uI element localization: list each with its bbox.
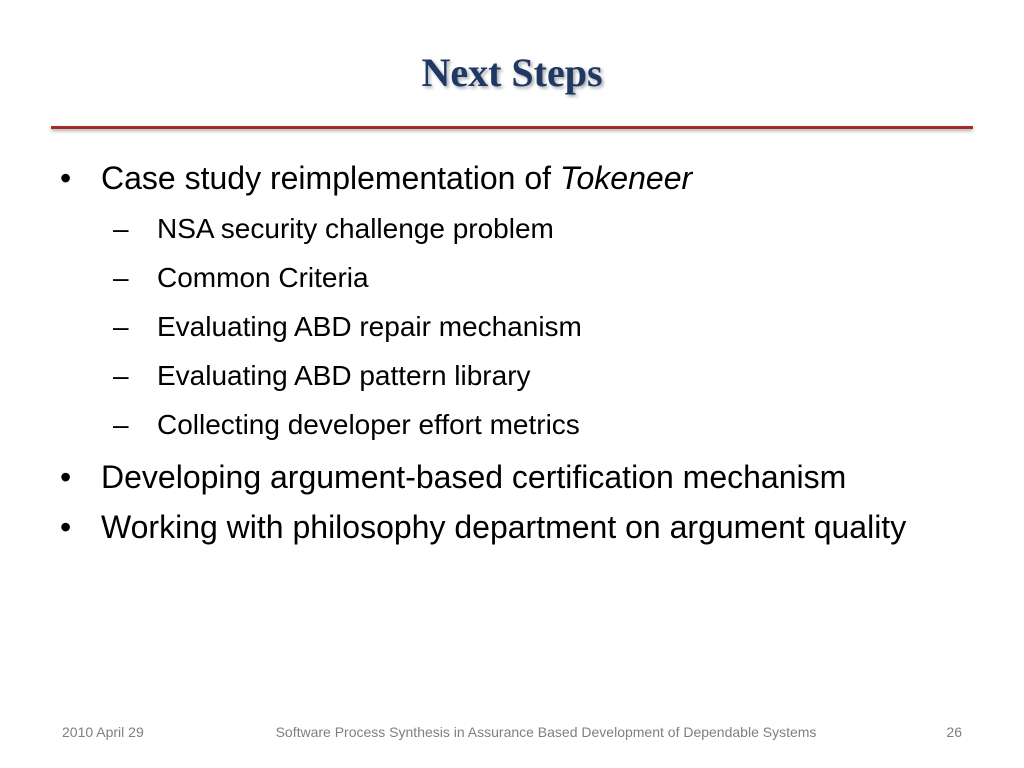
slide-title: Next Steps: [421, 50, 603, 95]
sub-bullet-text: Evaluating ABD repair mechanism: [157, 311, 582, 342]
dash-icon: –: [113, 262, 129, 293]
bullet-text: [101, 156, 960, 200]
bullet-icon: •: [60, 459, 72, 495]
dash-icon: –: [113, 213, 129, 244]
bullet-item: [60, 505, 960, 549]
sub-bullet-text: Collecting developer effort metrics: [157, 409, 580, 440]
bullet-text-emphasis: Tokeneer: [559, 160, 693, 196]
sub-bullet-text: NSA security challenge problem: [157, 213, 554, 244]
bullet-list: [60, 156, 960, 549]
dash-icon: –: [113, 409, 129, 440]
bullet-icon: •: [60, 509, 72, 545]
bullet-icon: •: [60, 160, 72, 196]
dash-icon: –: [113, 360, 129, 391]
bullet-text: Developing argument-based certification mechanism: [101, 459, 847, 495]
bullet-text: Working with philosophy department on argument quality: [101, 509, 907, 545]
sub-bullet-item: [113, 351, 960, 400]
title-divider: [51, 126, 973, 129]
dash-icon: –: [113, 311, 129, 342]
sub-bullet-list: [101, 204, 960, 449]
footer-title: Software Process Synthesis in Assurance Based Development of Dependable Systems: [275, 724, 817, 740]
slide-number: 26: [946, 724, 962, 740]
sub-bullet-item: [113, 302, 960, 351]
footer-date: 2010 April 29: [62, 724, 144, 740]
sub-bullet-text: Evaluating ABD pattern library: [157, 360, 531, 391]
bullet-item: [60, 455, 960, 499]
sub-bullet-text: Common Criteria: [157, 262, 369, 293]
sub-bullet-item: [113, 204, 960, 253]
bullet-text-prefix: Case study reimplementation of: [101, 160, 560, 196]
bullet-item: [60, 156, 960, 449]
sub-bullet-item: [113, 253, 960, 302]
sub-bullet-item: [113, 400, 960, 449]
